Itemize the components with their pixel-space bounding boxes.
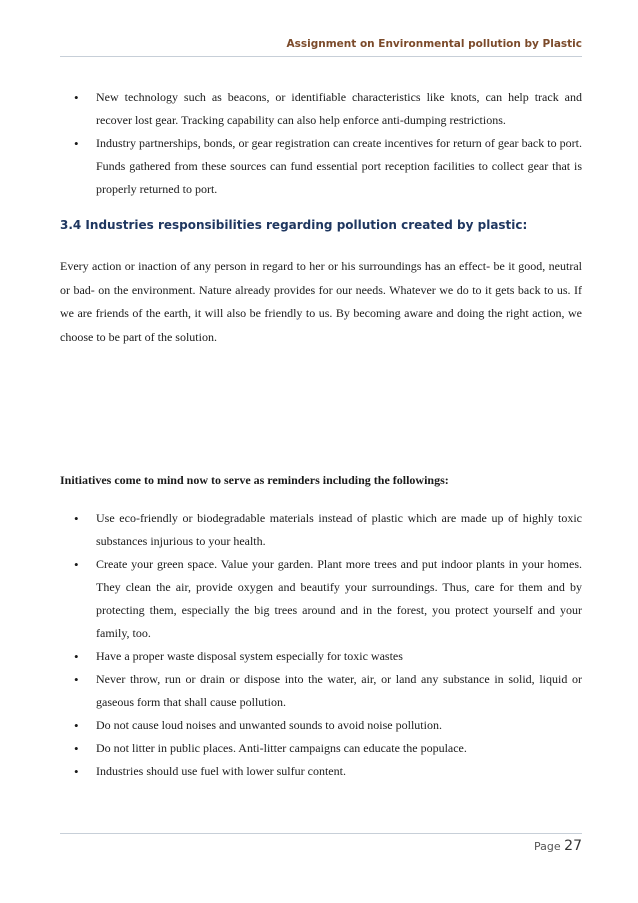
page-number (60, 838, 582, 854)
section-paragraph: Every action or inaction of any person in regard to her or his surroundings has an effect- be it good, neutral or bad- on the environment. Nature already provides for our needs. Whatever we do to it gets back to us. If we are friends of the earth, it will also be friendly to us. By becoming aware and doing the right action, we choose to be part of the solution. (60, 259, 582, 344)
initiatives-title: Initiatives come to mind now to serve as reminders including the followings: (60, 473, 449, 487)
top-bullet-list (60, 86, 582, 201)
footer-divider (60, 833, 582, 834)
section-heading: 3.4 Industries responsibilities regarding pollution created by plastic: (60, 218, 528, 232)
list-item: • Have a proper waste disposal system especially for toxic wastes (60, 645, 582, 668)
initiatives-list (60, 507, 582, 783)
page-number-value: 27 (564, 838, 582, 854)
list-item: • Never throw, run or drain or dispose into the water, air, or land any substance in solid, liquid or gaseous form that shall cause pollution. (60, 668, 582, 714)
list-item: • New technology such as beacons, or identifiable characteristics like knots, can help track and recover lost gear. Tracking capability can also help enforce anti-dumping restrictions. (60, 86, 582, 132)
running-header: Assignment on Environmental pollution by Plastic (286, 38, 582, 50)
list-item: • Do not litter in public places. Anti-litter campaigns can educate the populace. (60, 737, 582, 760)
list-item: • Use eco-friendly or biodegradable materials instead of plastic which are made up of highly toxic substances injurious to your health. (60, 507, 582, 553)
list-item: • Create your green space. Value your garden. Plant more trees and put indoor plants in your homes. They clean the air, provide oxygen and beautify your surroundings. Thus, care for them and by protecting them, especially the big trees around and in the forest, you protect yourself and your family, too. (60, 553, 582, 645)
list-item: • Industries should use fuel with lower sulfur content. (60, 760, 582, 783)
list-item: • Do not cause loud noises and unwanted sounds to avoid noise pollution. (60, 714, 582, 737)
list-item: • Industry partnerships, bonds, or gear registration can create incentives for return of gear back to port. Funds gathered from these sources can fund essential port reception facilities to collect gear that is properly returned to port. (60, 132, 582, 201)
page-label: Page (534, 840, 561, 853)
header-divider (60, 56, 582, 57)
